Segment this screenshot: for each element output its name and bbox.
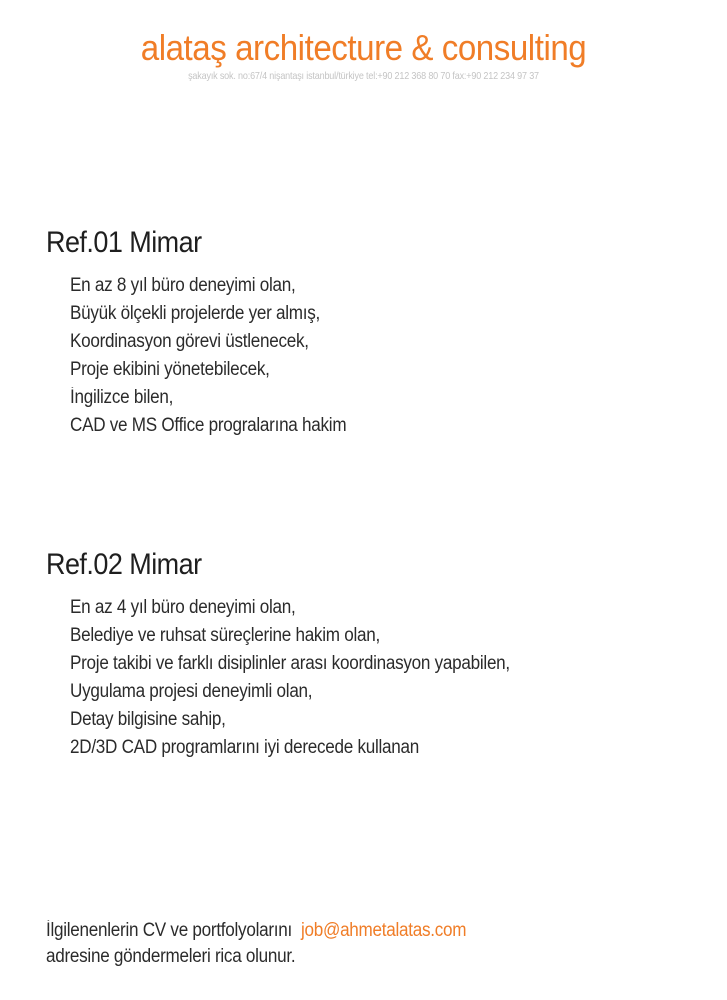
list-item: Koordinasyon görevi üstlenecek,	[70, 331, 309, 352]
footer-text: İlgilenenlerin CV ve portfolyolarını	[46, 920, 292, 941]
footer-line-1	[46, 918, 466, 944]
list-item: Proje ekibini yönetebilecek,	[70, 359, 270, 380]
requirements-list	[70, 272, 377, 440]
application-note	[46, 918, 466, 970]
list-item: İngilizce bilen,	[70, 387, 174, 408]
company-name: alataş architecture & consulting	[140, 27, 587, 68]
footer-line-2: adresine göndermeleri rica olunur.	[46, 946, 296, 967]
list-item: 2D/3D CAD programlarını iyi derecede kullanan	[70, 737, 420, 758]
list-item: Detay bilgisine sahip,	[70, 709, 226, 730]
list-item: En az 4 yıl büro deneyimi olan,	[70, 597, 296, 618]
section-title: Ref.02 Mimar	[46, 548, 202, 581]
section-title: Ref.01 Mimar	[46, 226, 202, 259]
requirements-list	[70, 594, 559, 762]
list-item: CAD ve MS Office progralarına hakim	[70, 415, 347, 436]
section-ref-02	[46, 548, 559, 762]
list-item: Belediye ve ruhsat süreçlerine hakim olan,	[70, 625, 380, 646]
list-item: Büyük ölçekli projelerde yer almış,	[70, 303, 321, 324]
page-header	[0, 28, 727, 83]
email-link[interactable]: job@ahmetalatas.com	[300, 920, 467, 941]
list-item: Proje takibi ve farklı disiplinler arası koordinasyon yapabilen,	[70, 653, 510, 674]
list-item: Uygulama projesi deneyimli olan,	[70, 681, 313, 702]
section-ref-01	[46, 226, 377, 440]
list-item: En az 8 yıl büro deneyimi olan,	[70, 275, 296, 296]
contact-address: şakayık sok. no:67/4 nişantaşı istanbul/türkiye tel:+90 212 368 80 70 fax:+90 212 234 97 37	[188, 70, 539, 82]
